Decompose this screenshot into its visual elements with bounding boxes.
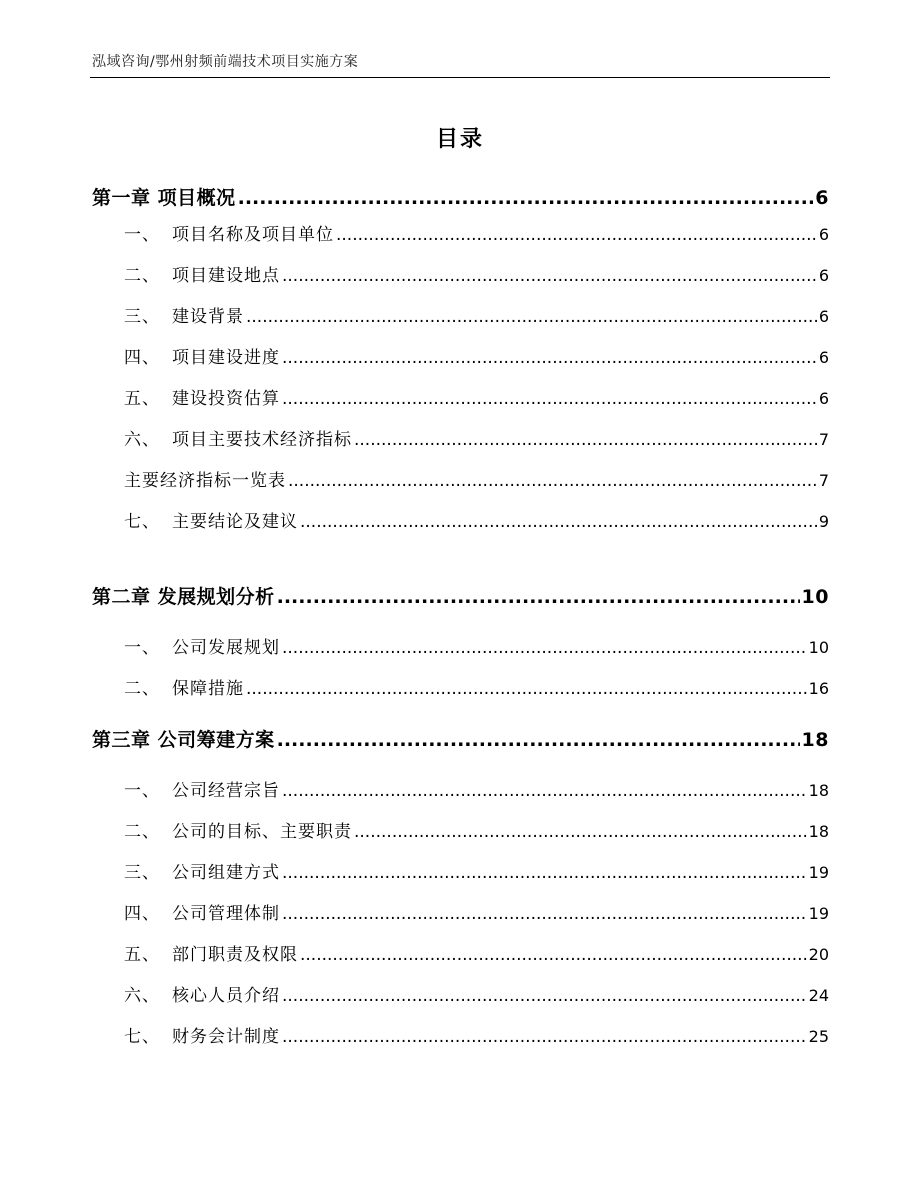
toc-entry-label	[124, 858, 280, 883]
toc-entry-text: 公司组建方式	[172, 863, 280, 883]
toc-entry-text: 第三章 公司筹建方案	[92, 729, 275, 751]
toc-entry-number: 四、	[124, 904, 160, 924]
toc-entry-label	[124, 940, 298, 965]
toc-dot-leader	[354, 430, 817, 450]
toc-page-number: 6	[818, 225, 829, 244]
toc-page-number: 6	[818, 266, 829, 285]
toc-entry-text: 第一章 项目概况	[92, 187, 236, 209]
toc-chapter-entry[interactable]	[92, 183, 829, 210]
toc-entry-label	[124, 981, 280, 1006]
toc-chapter-entry[interactable]	[92, 582, 829, 609]
toc-section-entry[interactable]	[124, 817, 829, 842]
toc-chapter-entry[interactable]	[92, 725, 829, 752]
toc-dot-leader	[277, 586, 800, 608]
toc-page-number: 25	[808, 1027, 829, 1046]
toc-entry-text: 建设投资估算	[172, 389, 280, 409]
toc-page-number: 18	[808, 781, 829, 800]
toc-page-number: 18	[801, 729, 829, 751]
toc-section-entry[interactable]	[124, 302, 829, 327]
toc-page-number: 19	[808, 863, 829, 882]
toc-entry-number: 一、	[124, 225, 160, 245]
toc-dot-leader	[277, 729, 800, 751]
toc-page-number: 7	[818, 471, 829, 490]
toc-section-entry[interactable]	[124, 1022, 829, 1047]
toc-section-entry[interactable]	[124, 940, 829, 965]
toc-entry-text: 项目建设地点	[172, 266, 280, 286]
toc-section-entry[interactable]	[124, 776, 829, 801]
toc-section-entry[interactable]	[124, 633, 829, 658]
toc-entry-text: 项目名称及项目单位	[172, 225, 334, 245]
toc-section-entry[interactable]	[124, 899, 829, 924]
toc-entry-text: 项目建设进度	[172, 348, 280, 368]
toc-entry-text: 主要结论及建议	[172, 512, 298, 532]
toc-page-number: 6	[818, 307, 829, 326]
toc-page-number: 18	[808, 822, 829, 841]
toc-section-entry[interactable]	[124, 384, 829, 409]
toc-dot-leader	[300, 512, 817, 532]
toc-entry-number: 三、	[124, 307, 160, 327]
toc-entry-number: 三、	[124, 863, 160, 883]
toc-section-entry[interactable]	[124, 858, 829, 883]
toc-entry-text: 公司经营宗旨	[172, 781, 280, 801]
toc-dot-leader	[282, 781, 807, 801]
toc-entry-number: 一、	[124, 638, 160, 658]
toc-entry-number: 二、	[124, 679, 160, 699]
toc-entry-label	[124, 776, 280, 801]
toc-section-entry[interactable]	[124, 674, 829, 699]
toc-dot-leader	[354, 822, 807, 842]
toc-dot-leader	[246, 307, 817, 327]
toc-entry-label	[92, 582, 275, 609]
toc-section-entry[interactable]	[124, 981, 829, 1006]
toc-entry-label	[124, 899, 280, 924]
toc-entry-label	[124, 633, 280, 658]
toc-entry-text: 保障措施	[172, 679, 244, 699]
toc-dot-leader	[336, 225, 817, 245]
toc-entry-text: 公司管理体制	[172, 904, 280, 924]
toc-page-number: 24	[808, 986, 829, 1005]
toc-entry-number: 二、	[124, 822, 160, 842]
toc-dot-leader	[288, 471, 817, 491]
toc-entry-label	[124, 220, 334, 245]
toc-page-number: 7	[818, 430, 829, 449]
toc-entry-text: 主要经济指标一览表	[124, 471, 286, 491]
toc-page-number: 9	[818, 512, 829, 531]
toc-page-number: 6	[818, 389, 829, 408]
toc-entry-text: 第二章 发展规划分析	[92, 586, 275, 608]
toc-entry-number: 五、	[124, 945, 160, 965]
toc-dot-leader	[282, 638, 807, 658]
toc-entry-label	[124, 302, 244, 327]
toc-dot-leader	[282, 266, 817, 286]
toc-dot-leader	[282, 1027, 807, 1047]
toc-section-entry[interactable]	[124, 425, 829, 450]
toc-section-entry[interactable]	[124, 220, 829, 245]
toc-dot-leader	[238, 187, 814, 209]
toc-entry-number: 七、	[124, 512, 160, 532]
toc-entry-label	[124, 425, 352, 450]
toc-entry-label	[124, 507, 298, 532]
toc-dot-leader	[282, 986, 807, 1006]
toc-entry-text: 项目主要技术经济指标	[172, 430, 352, 450]
toc-dot-leader	[282, 863, 807, 883]
toc-entry-label	[124, 384, 280, 409]
toc-dot-leader	[282, 389, 817, 409]
toc-page-number: 6	[815, 187, 829, 209]
toc-entry-label	[124, 674, 244, 699]
toc-entry-text: 公司发展规划	[172, 638, 280, 658]
toc-entry-text: 财务会计制度	[172, 1027, 280, 1047]
toc-entry-label	[92, 725, 275, 752]
toc-page-number: 10	[801, 586, 829, 608]
toc-entry-label	[124, 343, 280, 368]
toc-entry-number: 二、	[124, 266, 160, 286]
toc-dot-leader	[300, 945, 807, 965]
toc-entry-text: 核心人员介绍	[172, 986, 280, 1006]
toc-page-number: 20	[808, 945, 829, 964]
toc-entry-text: 公司的目标、主要职责	[172, 822, 352, 842]
toc-section-entry[interactable]	[124, 343, 829, 368]
toc-entry-label	[124, 466, 286, 491]
toc-entry-number: 五、	[124, 389, 160, 409]
toc-entry-number: 七、	[124, 1027, 160, 1047]
toc-dot-leader	[282, 348, 817, 368]
toc-entry-label	[124, 817, 352, 842]
toc-entry-label	[92, 183, 236, 210]
toc-section-entry[interactable]	[124, 507, 829, 532]
toc-entry-number: 六、	[124, 986, 160, 1006]
toc-entry-text: 建设背景	[172, 307, 244, 327]
toc-dot-leader	[282, 904, 807, 924]
toc-entry-label	[124, 1022, 280, 1047]
toc-section-entry[interactable]	[124, 466, 829, 491]
toc-page-number: 10	[808, 638, 829, 657]
toc-page-number: 16	[808, 679, 829, 698]
toc-title: 目录	[435, 127, 484, 152]
toc-page-number: 19	[808, 904, 829, 923]
toc-dot-leader	[246, 679, 807, 699]
toc-page-number: 6	[818, 348, 829, 367]
toc-section-entry[interactable]	[124, 261, 829, 286]
header-title: 泓域咨询/鄂州射频前端技术项目实施方案	[92, 54, 359, 70]
toc-entry-text: 部门职责及权限	[172, 945, 298, 965]
toc-entry-number: 一、	[124, 781, 160, 801]
toc-entry-number: 四、	[124, 348, 160, 368]
toc-entry-label	[124, 261, 280, 286]
toc-entry-number: 六、	[124, 430, 160, 450]
